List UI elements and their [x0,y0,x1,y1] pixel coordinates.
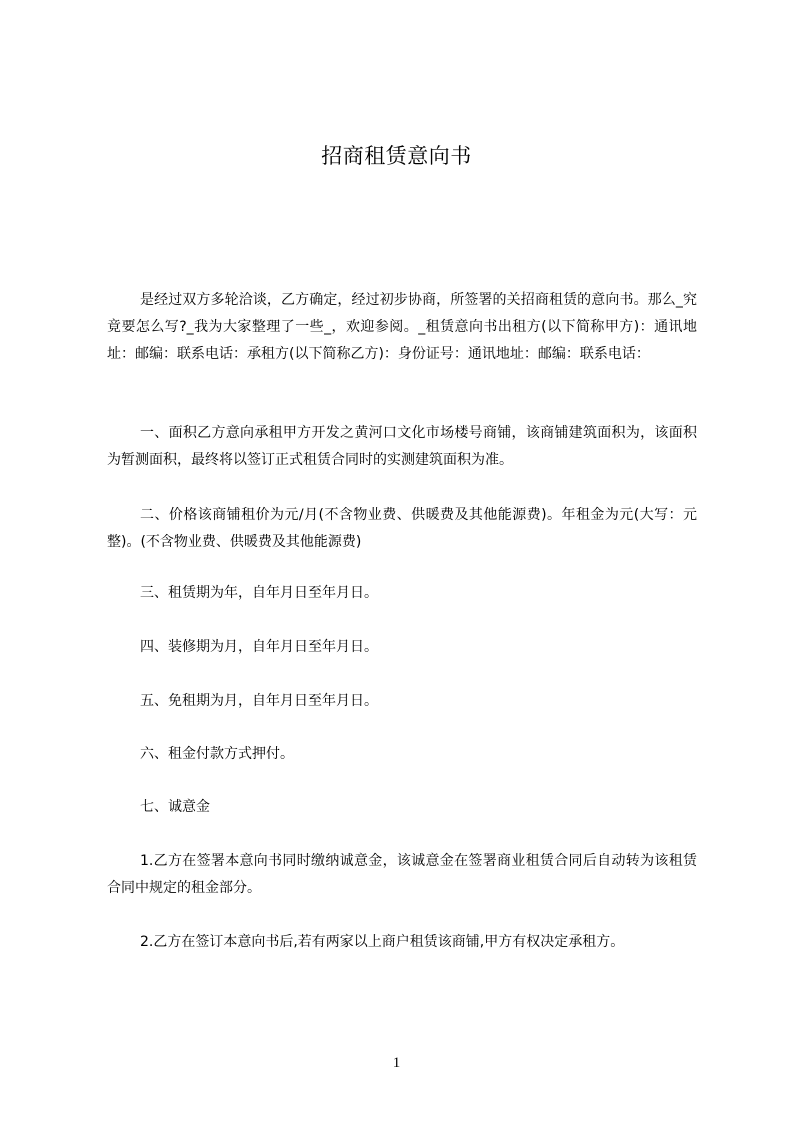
clause-deposit-item-2: 2.乙方在签订本意向书后,若有两家以上商户租赁该商铺,甲方有权决定承租方。 [140,934,625,950]
clause-payment-method: 六、租金付款方式押付。 [140,746,294,762]
intro-paragraph: 是经过双方多轮洽谈，乙方确定，经过初步协商，所签署的关招商租赁的意向书。那么_究竟要怎么写?_我为大家整理了一些_，欢迎参阅。_租赁意向书出租方(以下简称甲方)：通讯地址：邮编：联系电话：承租方(以下简称乙方)：身份证号：通讯地址：邮编：联系电话： [107,292,697,362]
document-title: 招商租赁意向书 [321,144,472,168]
page-number: 1 [392,1055,401,1071]
clause-rent-free-period: 五、免租期为月，自年月日至年月日。 [140,693,378,709]
clause-price: 二、价格该商铺租价为元/月(不含物业费、供暖费及其他能源费)。年租金为元(大写：元整)。(不含物业费、供暖费及其他能源费) [107,507,697,550]
clause-lease-term: 三、租赁期为年，自年月日至年月日。 [140,585,378,601]
clause-deposit-item-1: 1.乙方在签署本意向书同时缴纳诚意金，该诚意金在签署商业租赁合同后自动转为该租赁合同中规定的租金部分。 [107,853,697,896]
clause-deposit-heading: 七、诚意金 [140,799,210,815]
clause-decoration-period: 四、装修期为月，自年月日至年月日。 [140,639,378,655]
clause-area: 一、面积乙方意向承租甲方开发之黄河口文化市场楼号商铺，该商铺建筑面积为，该面积为暂测面积，最终将以签订正式租赁合同时的实测建筑面积为准。 [107,425,697,468]
